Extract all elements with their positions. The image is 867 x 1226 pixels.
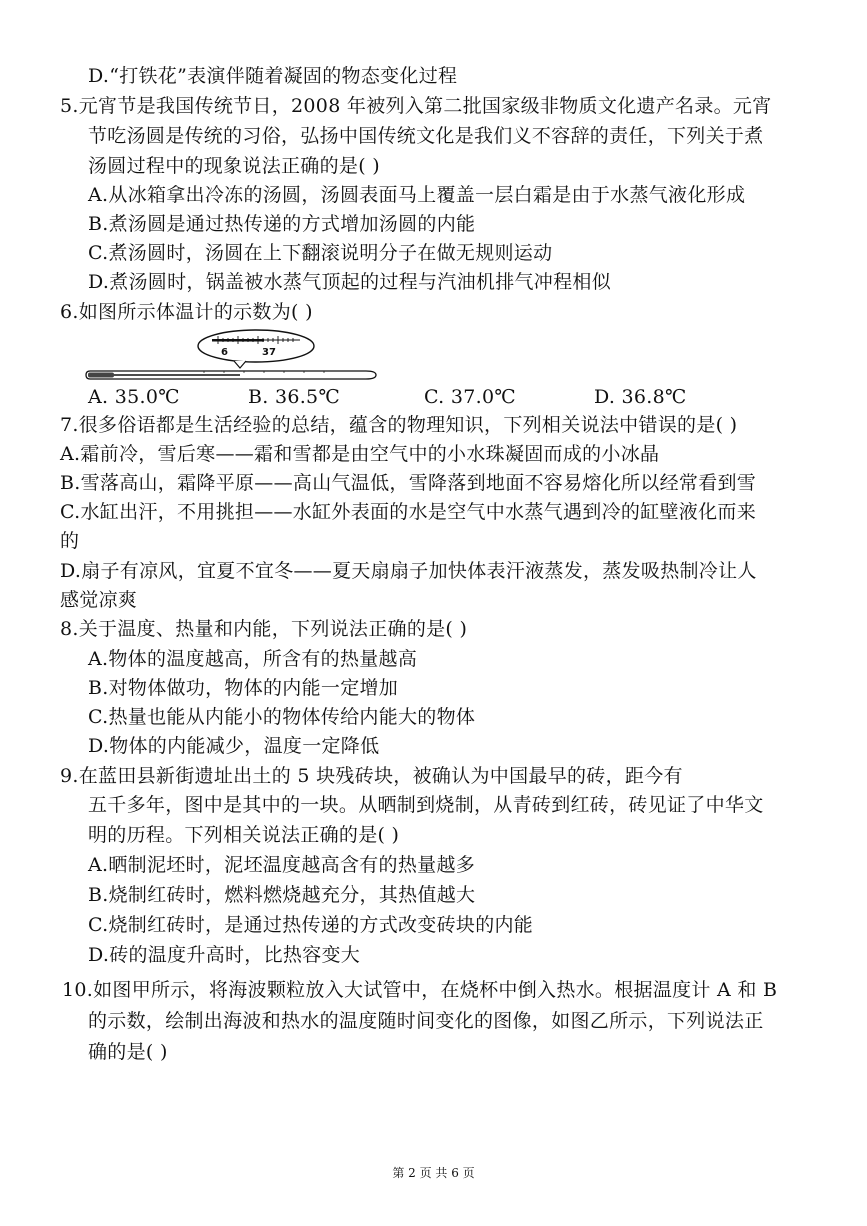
q9-stem-line-1: 9.在蓝田县新街遗址出土的 5 块残砖块，被确认为中国最早的砖，距今有 <box>60 765 683 787</box>
q7-option-c-cont: 的 <box>60 530 80 552</box>
q5-option-a: A.从冰箱拿出冷冻的汤圆，汤圆表面马上覆盖一层白霜是由于水蒸气液化形成 <box>88 184 746 206</box>
q6-option-b: B. 36.5℃ <box>248 386 341 408</box>
q7-stem: 7.很多俗语都是生活经验的总结，蕴含的物理知识，下列相关说法中错误的是( ) <box>60 414 738 436</box>
q7-option-d-cont: 感觉凉爽 <box>60 589 138 611</box>
q5-stem-line-1: 5.元宵节是我国传统节日，2008 年被列入第二批国家级非物质文化遗产名录。元宵 <box>60 95 772 117</box>
q5-stem-line-3: 汤圆过程中的现象说法正确的是( ) <box>88 155 380 177</box>
q5-option-b: B.煮汤圆是通过热传递的方式增加汤圆的内能 <box>88 213 476 235</box>
q7-option-a: A.霜前冷，雪后寒——霜和雪都是由空气中的小水珠凝固而成的小冰晶 <box>60 443 660 465</box>
q5-option-d: D.煮汤圆时，锅盖被水蒸气顶起的过程与汽油机排气冲程相似 <box>88 271 611 293</box>
q8-option-a: A.物体的温度越高，所含有的热量越高 <box>88 648 418 670</box>
q9-option-d: D.砖的温度升高时，比热容变大 <box>88 944 361 966</box>
q9-stem-line-3: 明的历程。下列相关说法正确的是( ) <box>88 824 400 846</box>
q8-stem: 8.关于温度、热量和内能，下列说法正确的是( ) <box>60 618 468 640</box>
q7-option-d: D.扇子有凉风，宜夏不宜冬——夏天扇扇子加快体表汗液蒸发，蒸发吸热制冷让人 <box>60 560 757 582</box>
q8-option-d: D.物体的内能减少，温度一定降低 <box>88 735 380 757</box>
q7-option-b: B.雪落高山，霜降平原——高山气温低，雪降落到地面不容易熔化所以经常看到雪 <box>60 472 757 494</box>
q7-option-c: C.水缸出汗，不用挑担——水缸外表面的水是空气中水蒸气遇到冷的缸壁液化而来 <box>60 501 757 523</box>
q5-stem-line-2: 节吃汤圆是传统的习俗，弘扬中国传统文化是我们义不容辞的责任，下列关于煮 <box>88 125 764 147</box>
q8-option-c: C.热量也能从内能小的物体传给内能大的物体 <box>88 706 476 728</box>
q4-option-d: D.“打铁花”表演伴随着凝固的物态变化过程 <box>88 65 458 87</box>
q10-stem-line-3: 确的是( ) <box>88 1041 168 1063</box>
q10-stem-line-1: 10.如图甲所示，将海波颗粒放入大试管中，在烧杯中倒入热水。根据温度计 A 和 B <box>62 979 778 1001</box>
figure-label-37: 37 <box>262 347 276 358</box>
q9-option-b: B.烧制红砖时，燃料燃烧越充分，其热值越大 <box>88 884 476 906</box>
q9-option-a: A.晒制泥坯时，泥坯温度越高含有的热量越多 <box>88 854 476 876</box>
q6-option-a: A. 35.0℃ <box>88 386 180 408</box>
q6-stem: 6.如图所示体温计的示数为( ) <box>60 301 313 323</box>
q8-option-b: B.对物体做功，物体的内能一定增加 <box>88 677 399 699</box>
q6-option-d: D. 36.8℃ <box>594 386 687 408</box>
q9-option-c: C.烧制红砖时，是通过热传递的方式改变砖块的内能 <box>88 914 534 936</box>
q5-option-c: C.煮汤圆时，汤圆在上下翻滚说明分子在做无规则运动 <box>88 242 553 264</box>
page-footer: 第 2 页 共 6 页 <box>392 1166 475 1180</box>
figure-label-6: 6 <box>221 347 228 358</box>
clinical-thermometer-figure <box>84 326 380 384</box>
q6-option-c: C. 37.0℃ <box>424 386 516 408</box>
q9-stem-line-2: 五千多年，图中是其中的一块。从晒制到烧制，从青砖到红砖，砖见证了中华文 <box>88 794 764 816</box>
q10-stem-line-2: 的示数，绘制出海波和热水的温度随时间变化的图像，如图乙所示，下列说法正 <box>88 1010 764 1032</box>
